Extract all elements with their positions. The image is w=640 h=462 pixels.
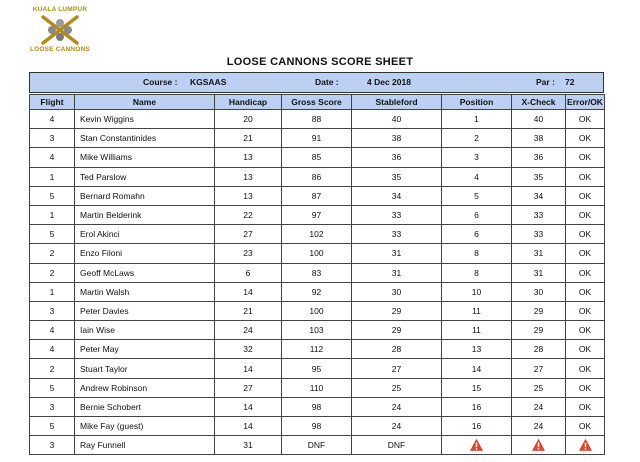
par-value: 72 [565, 77, 575, 87]
stableford-cell: 30 [352, 282, 442, 301]
flight-cell: 4 [30, 148, 75, 167]
gross-score-cell: 92 [282, 282, 352, 301]
x-check-cell: 35 [512, 167, 566, 186]
position-cell: 6 [442, 225, 512, 244]
column-header: Position [442, 95, 512, 110]
course-info-bar [29, 72, 604, 93]
position-cell [442, 436, 512, 455]
flight-cell: 2 [30, 359, 75, 378]
gross-score-cell: 100 [282, 301, 352, 320]
name-cell: Mike Williams [75, 148, 215, 167]
table-row [30, 378, 605, 397]
stableford-cell: DNF [352, 436, 442, 455]
handicap-cell: 27 [215, 225, 282, 244]
handicap-cell: 14 [215, 282, 282, 301]
stableford-cell: 25 [352, 378, 442, 397]
position-cell: 16 [442, 397, 512, 416]
gross-score-cell: 98 [282, 397, 352, 416]
gross-score-cell: 91 [282, 129, 352, 148]
position-cell: 8 [442, 263, 512, 282]
position-cell: 1 [442, 110, 512, 129]
stableford-cell: 24 [352, 397, 442, 416]
gross-score-cell: 88 [282, 110, 352, 129]
flight-cell: 1 [30, 282, 75, 301]
x-check-cell: 31 [512, 263, 566, 282]
position-cell: 10 [442, 282, 512, 301]
handicap-cell: 13 [215, 167, 282, 186]
course-value: KGSAAS [190, 77, 227, 87]
gross-score-cell: 87 [282, 186, 352, 205]
stableford-cell: 33 [352, 225, 442, 244]
x-check-cell: 31 [512, 244, 566, 263]
x-check-cell: 24 [512, 417, 566, 436]
flight-cell: 4 [30, 340, 75, 359]
table-row [30, 225, 605, 244]
stableford-cell: 34 [352, 186, 442, 205]
warning-triangle-icon [579, 439, 592, 451]
column-header: Error/OK [566, 95, 605, 110]
table-row [30, 436, 605, 455]
name-cell: Bernard Romahn [75, 186, 215, 205]
name-cell: Iain Wise [75, 321, 215, 340]
position-cell: 11 [442, 321, 512, 340]
x-check-cell: 29 [512, 301, 566, 320]
flight-cell: 1 [30, 167, 75, 186]
handicap-cell: 14 [215, 359, 282, 378]
handicap-cell: 21 [215, 129, 282, 148]
table-row [30, 167, 605, 186]
x-check-cell: 40 [512, 110, 566, 129]
flight-cell: 3 [30, 397, 75, 416]
stableford-cell: 27 [352, 359, 442, 378]
flight-cell: 4 [30, 321, 75, 340]
stableford-cell: 31 [352, 244, 442, 263]
table-body [30, 110, 605, 455]
position-cell: 6 [442, 205, 512, 224]
handicap-cell: 13 [215, 148, 282, 167]
name-cell: Kevin Wiggins [75, 110, 215, 129]
gross-score-cell: 95 [282, 359, 352, 378]
status-cell: OK [566, 340, 605, 359]
table-row [30, 110, 605, 129]
handicap-cell: 6 [215, 263, 282, 282]
position-cell: 8 [442, 244, 512, 263]
name-cell: Martin Walsh [75, 282, 215, 301]
x-check-cell [512, 436, 566, 455]
gross-score-cell: 110 [282, 378, 352, 397]
status-cell: OK [566, 378, 605, 397]
warning-triangle-icon [532, 439, 545, 451]
status-cell: OK [566, 225, 605, 244]
table-row [30, 205, 605, 224]
handicap-cell: 20 [215, 110, 282, 129]
gross-score-cell: DNF [282, 436, 352, 455]
name-cell: Stuart Taylor [75, 359, 215, 378]
column-header: Name [75, 95, 215, 110]
date-label: Date : [315, 77, 339, 87]
logo-line-2: LOOSE CANNONS [29, 46, 91, 53]
stableford-cell: 33 [352, 205, 442, 224]
date-value: 4 Dec 2018 [367, 77, 411, 87]
sheet-title: LOOSE CANNONS SCORE SHEET [226, 56, 414, 68]
x-check-cell: 33 [512, 225, 566, 244]
column-header: Gross Score [282, 95, 352, 110]
table-row [30, 340, 605, 359]
gross-score-cell: 112 [282, 340, 352, 359]
table-row [30, 417, 605, 436]
status-cell: OK [566, 167, 605, 186]
name-cell: Erol Akinci [75, 225, 215, 244]
name-cell: Enzo Filoni [75, 244, 215, 263]
flight-cell: 2 [30, 263, 75, 282]
table-header-row [30, 95, 605, 110]
position-cell: 13 [442, 340, 512, 359]
flight-cell: 5 [30, 417, 75, 436]
status-cell: OK [566, 263, 605, 282]
status-cell: OK [566, 129, 605, 148]
handicap-cell: 14 [215, 417, 282, 436]
club-logo [28, 6, 92, 54]
table-row [30, 282, 605, 301]
handicap-cell: 23 [215, 244, 282, 263]
flight-cell: 5 [30, 225, 75, 244]
position-cell: 15 [442, 378, 512, 397]
stableford-cell: 31 [352, 263, 442, 282]
x-check-cell: 36 [512, 148, 566, 167]
position-cell: 11 [442, 301, 512, 320]
handicap-cell: 14 [215, 397, 282, 416]
flight-cell: 5 [30, 378, 75, 397]
handicap-cell: 32 [215, 340, 282, 359]
logo-line-1: KUALA LUMPUR [32, 6, 88, 13]
position-cell: 4 [442, 167, 512, 186]
warning-triangle-icon [470, 439, 483, 451]
name-cell: Martin Belderink [75, 205, 215, 224]
gross-score-cell: 83 [282, 263, 352, 282]
handicap-cell: 21 [215, 301, 282, 320]
x-check-cell: 38 [512, 129, 566, 148]
stableford-cell: 29 [352, 321, 442, 340]
position-cell: 14 [442, 359, 512, 378]
status-cell: OK [566, 359, 605, 378]
table-row [30, 301, 605, 320]
x-check-cell: 24 [512, 397, 566, 416]
gross-score-cell: 100 [282, 244, 352, 263]
stableford-cell: 24 [352, 417, 442, 436]
name-cell: Peter Davies [75, 301, 215, 320]
status-cell: OK [566, 301, 605, 320]
handicap-cell: 27 [215, 378, 282, 397]
name-cell: Peter May [75, 340, 215, 359]
gross-score-cell: 86 [282, 167, 352, 186]
status-cell: OK [566, 186, 605, 205]
table-row [30, 186, 605, 205]
flight-cell: 3 [30, 436, 75, 455]
table-row [30, 148, 605, 167]
column-header: Handicap [215, 95, 282, 110]
column-header: X-Check [512, 95, 566, 110]
flight-cell: 2 [30, 244, 75, 263]
status-cell: OK [566, 417, 605, 436]
stableford-cell: 38 [352, 129, 442, 148]
x-check-cell: 34 [512, 186, 566, 205]
status-cell: OK [566, 110, 605, 129]
table-row [30, 129, 605, 148]
flight-cell: 3 [30, 301, 75, 320]
status-cell [566, 436, 605, 455]
x-check-cell: 27 [512, 359, 566, 378]
course-label: Course : [143, 77, 178, 87]
name-cell: Ted Parslow [75, 167, 215, 186]
x-check-cell: 30 [512, 282, 566, 301]
handicap-cell: 13 [215, 186, 282, 205]
gross-score-cell: 85 [282, 148, 352, 167]
handicap-cell: 24 [215, 321, 282, 340]
name-cell: Stan Constantinides [75, 129, 215, 148]
status-cell: OK [566, 282, 605, 301]
handicap-cell: 22 [215, 205, 282, 224]
table-row [30, 397, 605, 416]
par-label: Par : [536, 77, 555, 87]
score-table [29, 94, 605, 455]
x-check-cell: 29 [512, 321, 566, 340]
status-cell: OK [566, 205, 605, 224]
table-row [30, 359, 605, 378]
stableford-cell: 35 [352, 167, 442, 186]
x-check-cell: 25 [512, 378, 566, 397]
name-cell: Bernie Schobert [75, 397, 215, 416]
column-header: Stableford [352, 95, 442, 110]
stableford-cell: 28 [352, 340, 442, 359]
gross-score-cell: 97 [282, 205, 352, 224]
x-check-cell: 33 [512, 205, 566, 224]
status-cell: OK [566, 244, 605, 263]
table-row [30, 263, 605, 282]
position-cell: 5 [442, 186, 512, 205]
position-cell: 3 [442, 148, 512, 167]
flight-cell: 1 [30, 205, 75, 224]
flight-cell: 3 [30, 129, 75, 148]
column-header: Flight [30, 95, 75, 110]
stableford-cell: 40 [352, 110, 442, 129]
position-cell: 2 [442, 129, 512, 148]
stableford-cell: 29 [352, 301, 442, 320]
stableford-cell: 36 [352, 148, 442, 167]
status-cell: OK [566, 148, 605, 167]
flight-cell: 4 [30, 110, 75, 129]
gross-score-cell: 98 [282, 417, 352, 436]
handicap-cell: 31 [215, 436, 282, 455]
crossed-cannons-icon [40, 14, 80, 46]
position-cell: 16 [442, 417, 512, 436]
name-cell: Ray Funnell [75, 436, 215, 455]
x-check-cell: 28 [512, 340, 566, 359]
table-row [30, 321, 605, 340]
flight-cell: 5 [30, 186, 75, 205]
name-cell: Geoff McLaws [75, 263, 215, 282]
status-cell: OK [566, 397, 605, 416]
status-cell: OK [566, 321, 605, 340]
name-cell: Andrew Robinson [75, 378, 215, 397]
table-row [30, 244, 605, 263]
gross-score-cell: 103 [282, 321, 352, 340]
name-cell: Mike Fay (guest) [75, 417, 215, 436]
gross-score-cell: 102 [282, 225, 352, 244]
